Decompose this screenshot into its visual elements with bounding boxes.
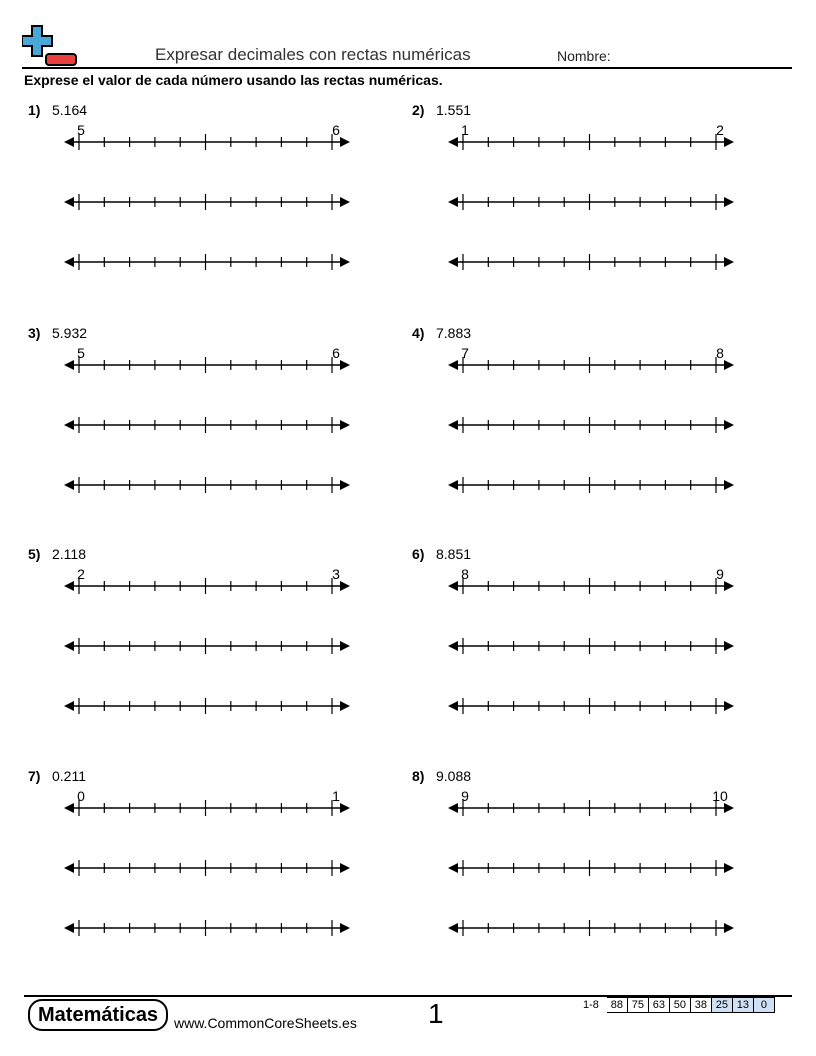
number-line	[64, 918, 350, 938]
arrow-left-icon	[64, 137, 74, 147]
arrow-right-icon	[724, 581, 734, 591]
arrow-right-icon	[724, 701, 734, 711]
arrow-right-icon	[724, 360, 734, 370]
line-end-label: 6	[332, 122, 340, 138]
problem-8	[408, 768, 728, 968]
number-line	[448, 192, 734, 212]
score-range: 1-8	[583, 999, 599, 1011]
number-line	[448, 798, 734, 818]
arrow-left-icon	[64, 863, 74, 873]
number-line	[448, 858, 734, 878]
score-cell: 50	[670, 997, 691, 1013]
arrow-right-icon	[340, 360, 350, 370]
problem-number: 5)	[28, 546, 41, 562]
problem-number: 3)	[28, 325, 41, 341]
arrow-left-icon	[64, 701, 74, 711]
arrow-right-icon	[724, 420, 734, 430]
line-end-label: 9	[716, 566, 724, 582]
arrow-left-icon	[448, 197, 458, 207]
worksheet-title: Expresar decimales con rectas numéricas	[155, 45, 471, 64]
arrow-right-icon	[724, 197, 734, 207]
arrow-right-icon	[724, 480, 734, 490]
number-line	[64, 132, 350, 152]
problem-6	[408, 546, 724, 746]
line-end-label: 8	[716, 345, 724, 361]
line-end-label: 2	[716, 122, 724, 138]
arrow-left-icon	[448, 480, 458, 490]
problem-value: 7.883	[436, 325, 472, 341]
number-line	[448, 636, 734, 656]
number-line	[64, 475, 350, 495]
line-start-label: 5	[77, 345, 85, 361]
problem-value: 1.551	[436, 102, 472, 118]
arrow-left-icon	[448, 581, 458, 591]
number-line	[448, 576, 734, 596]
arrow-right-icon	[340, 641, 350, 651]
problem-value: 9.088	[436, 768, 472, 784]
problem-number: 7)	[28, 768, 41, 784]
arrow-left-icon	[64, 923, 74, 933]
problem-number: 6)	[412, 546, 425, 562]
line-end-label: 10	[712, 788, 728, 804]
line-start-label: 8	[461, 566, 469, 582]
score-cell: 25	[712, 997, 733, 1013]
number-line	[64, 696, 350, 716]
number-line	[64, 798, 350, 818]
arrow-left-icon	[448, 641, 458, 651]
number-line	[448, 475, 734, 495]
number-line	[448, 132, 734, 152]
arrow-right-icon	[340, 137, 350, 147]
line-start-label: 7	[461, 345, 469, 361]
line-start-label: 9	[461, 788, 469, 804]
instructions: Exprese el valor de cada número usando las rectas numéricas.	[24, 72, 443, 88]
number-line	[448, 355, 734, 375]
number-line	[64, 858, 350, 878]
number-line	[448, 252, 734, 272]
header-divider	[22, 67, 792, 69]
number-line	[448, 415, 734, 435]
problem-1	[24, 102, 340, 302]
line-start-label: 2	[77, 566, 85, 582]
problem-number: 1)	[28, 102, 41, 118]
math-logo-icon	[22, 24, 80, 68]
problem-5	[24, 546, 340, 746]
arrow-left-icon	[64, 803, 74, 813]
arrow-left-icon	[64, 480, 74, 490]
page-number: 1	[428, 998, 444, 1029]
arrow-left-icon	[64, 197, 74, 207]
problem-value: 8.851	[436, 546, 472, 562]
arrow-right-icon	[724, 641, 734, 651]
arrow-left-icon	[448, 923, 458, 933]
problem-7	[24, 768, 340, 968]
minus-icon	[46, 54, 76, 65]
arrow-right-icon	[724, 803, 734, 813]
number-line	[64, 192, 350, 212]
number-line	[64, 252, 350, 272]
score-table	[583, 997, 775, 1013]
number-line	[64, 576, 350, 596]
arrow-right-icon	[340, 420, 350, 430]
arrow-right-icon	[724, 923, 734, 933]
arrow-right-icon	[724, 257, 734, 267]
plus-icon	[22, 26, 52, 56]
line-start-label: 0	[77, 788, 85, 804]
arrow-left-icon	[448, 420, 458, 430]
problem-number: 8)	[412, 768, 425, 784]
arrow-right-icon	[340, 863, 350, 873]
arrow-right-icon	[340, 197, 350, 207]
arrow-left-icon	[448, 803, 458, 813]
arrow-left-icon	[448, 360, 458, 370]
number-line	[64, 636, 350, 656]
score-cell: 38	[691, 997, 712, 1013]
arrow-right-icon	[340, 803, 350, 813]
arrow-right-icon	[340, 581, 350, 591]
score-cell: 75	[628, 997, 649, 1013]
number-line	[64, 355, 350, 375]
arrow-right-icon	[340, 701, 350, 711]
score-cell: 13	[733, 997, 754, 1013]
number-line	[448, 696, 734, 716]
arrow-left-icon	[448, 137, 458, 147]
arrow-right-icon	[340, 923, 350, 933]
arrow-right-icon	[724, 863, 734, 873]
number-line	[64, 415, 350, 435]
score-cell: 88	[607, 997, 628, 1013]
site-url: www.CommonCoreSheets.es	[174, 1015, 357, 1031]
arrow-left-icon	[64, 257, 74, 267]
line-end-label: 1	[332, 788, 340, 804]
brand-badge: Matemáticas	[28, 999, 168, 1031]
arrow-right-icon	[724, 137, 734, 147]
problem-2	[408, 102, 724, 302]
line-end-label: 6	[332, 345, 340, 361]
number-line	[448, 918, 734, 938]
problem-number: 4)	[412, 325, 425, 341]
problem-4	[408, 325, 724, 525]
line-start-label: 5	[77, 122, 85, 138]
arrow-left-icon	[448, 863, 458, 873]
arrow-right-icon	[340, 480, 350, 490]
problem-value: 2.118	[52, 546, 86, 562]
arrow-left-icon	[448, 701, 458, 711]
arrow-left-icon	[64, 360, 74, 370]
arrow-left-icon	[448, 257, 458, 267]
problem-value: 5.932	[52, 325, 88, 341]
score-cell: 0	[754, 997, 775, 1013]
arrow-left-icon	[64, 581, 74, 591]
line-start-label: 1	[461, 122, 469, 138]
problem-number: 2)	[412, 102, 425, 118]
arrow-left-icon	[64, 420, 74, 430]
arrow-left-icon	[64, 641, 74, 651]
line-end-label: 3	[332, 566, 340, 582]
arrow-right-icon	[340, 257, 350, 267]
name-label: Nombre:	[557, 48, 611, 64]
score-cell: 63	[649, 997, 670, 1013]
problem-value: 0.211	[52, 768, 86, 784]
problem-value: 5.164	[52, 102, 88, 118]
problem-3	[24, 325, 340, 525]
